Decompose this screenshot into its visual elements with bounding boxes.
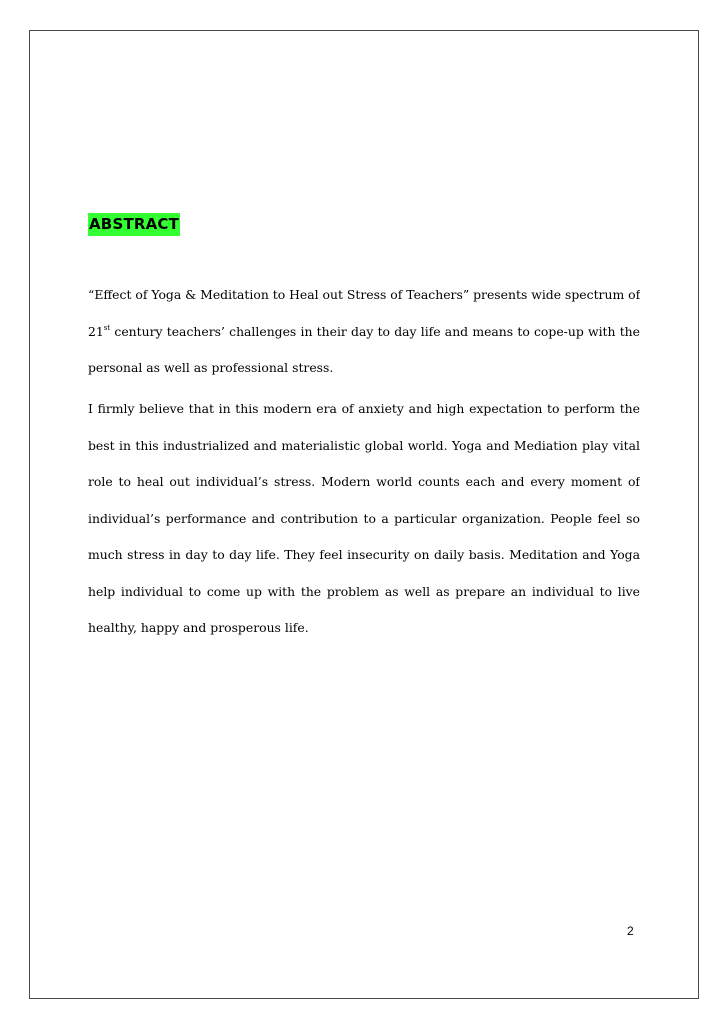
abstract-paragraph-1: [88, 277, 640, 387]
paragraph-2-line-6: help individual to come up with the problem as well as prepare an individual to live: [88, 583, 640, 599]
abstract-paragraph-2: [88, 391, 640, 647]
paragraph-1-line-1: “Effect of Yoga & Meditation to Heal out Stress of Teachers” presents wide spectrum of: [88, 287, 640, 302]
abstract-heading: ABSTRACT: [88, 213, 180, 236]
paragraph-2-line-3: role to heal out individual’s stress. Modern world counts each and every moment of: [88, 474, 640, 489]
paragraph-1-line-3: personal as well as professional stress.: [88, 360, 334, 375]
paragraph-1-line-2-text: century teachers’ challenges in their day to day life and means to cope-up with the: [110, 323, 640, 339]
paragraph-2-line-5: much stress in day to day life. They feel insecurity on daily basis. Meditation and Yoga: [88, 547, 640, 562]
paragraph-2-line-4: individual’s performance and contribution to a particular organization. People feel so: [88, 510, 640, 526]
paragraph-1-line-2: [88, 314, 640, 351]
century-number: 21: [88, 323, 104, 339]
paragraph-2-line-1: I firmly believe that in this modern era of anxiety and high expectation to perform the: [88, 401, 640, 416]
ordinal-superscript: st: [103, 323, 111, 332]
page-number: 2: [627, 924, 634, 938]
paragraph-2-line-7: healthy, happy and prosperous life.: [88, 620, 309, 635]
paragraph-2-line-2: best in this industrialized and materialistic global world. Yoga and Mediation play vital: [88, 437, 640, 453]
